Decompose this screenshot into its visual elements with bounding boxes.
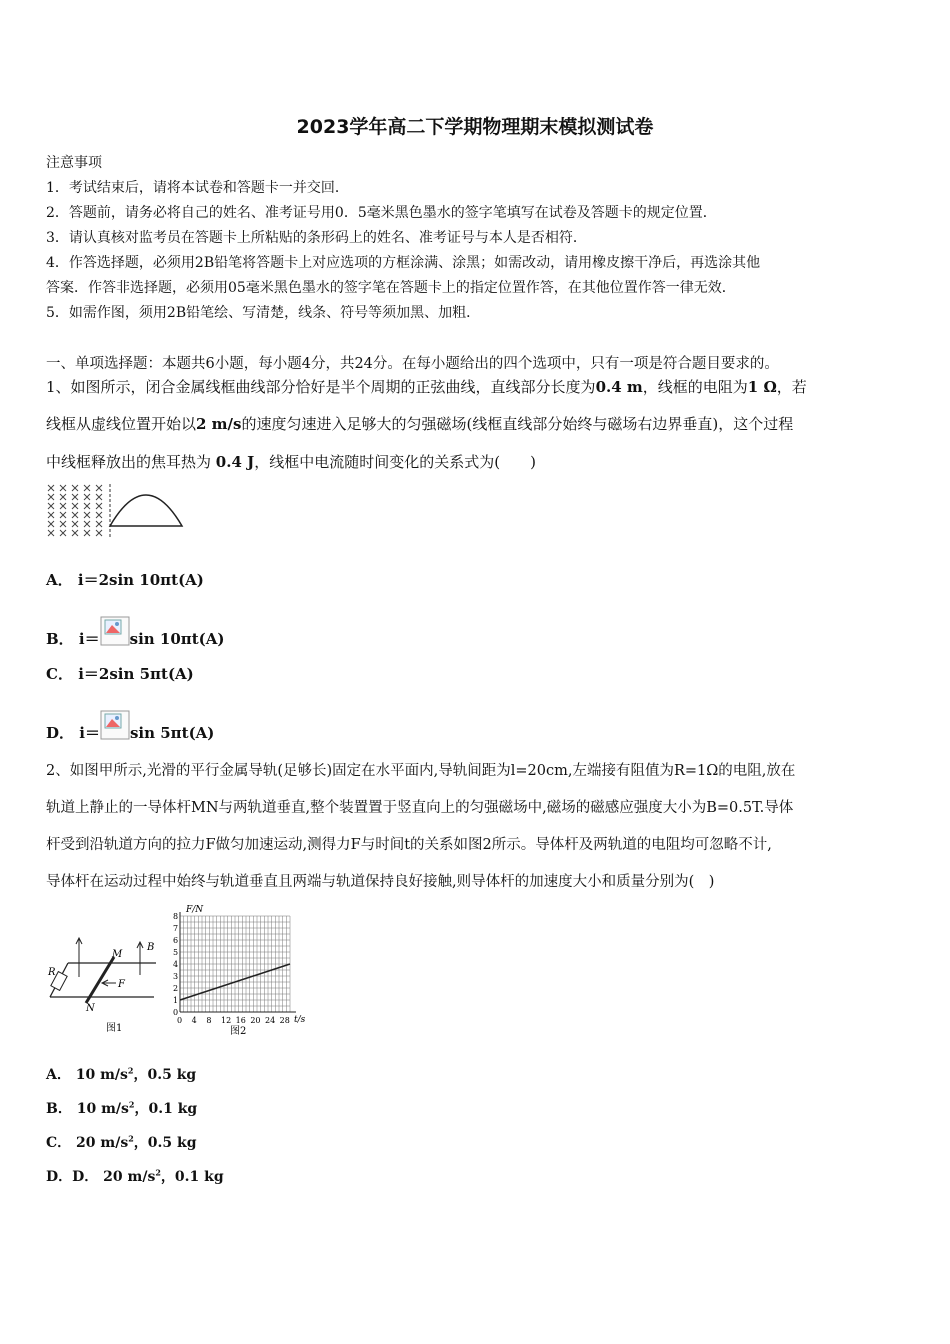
q2-line: 杆受到沿轨道方向的拉力F做匀加速运动,测得力F与时间t的关系如图2所示。导体杆及两轨道的电阻均可忽略不计, xyxy=(46,837,772,853)
field-cross-mark xyxy=(72,530,78,536)
field-cross-mark xyxy=(48,530,54,536)
fig2-caption: 图2 xyxy=(230,1026,247,1037)
field-cross-mark xyxy=(96,494,102,500)
field-cross-mark xyxy=(84,503,90,509)
x-tick-label: 4 xyxy=(191,1016,197,1025)
q2-line: 导体杆在运动过程中始终与轨道垂直且两端与轨道保持良好接触,则导体杆的加速度大小和质量分别为( ) xyxy=(46,874,715,890)
y-tick-label: 4 xyxy=(173,960,179,969)
page-title: 2023学年高二下学期物理期末模拟测试卷 xyxy=(296,116,654,138)
q2-figure-1-rails xyxy=(46,935,164,1035)
x-tick-label: 20 xyxy=(250,1016,261,1025)
field-cross-mark xyxy=(72,521,78,527)
label-n: N xyxy=(86,1003,95,1014)
field-cross-mark xyxy=(96,521,102,527)
note-item: 1．考试结束后，请将本试卷和答题卡一并交回． xyxy=(46,180,349,196)
field-cross-mark xyxy=(72,503,78,509)
x-tick-label: 28 xyxy=(279,1016,290,1025)
label-r: R xyxy=(48,967,56,978)
q2-option-d[interactable]: D．D． 20 $m/s^2$，0.1 kg xyxy=(46,1167,224,1185)
field-cross-mark xyxy=(96,485,102,491)
note-item: 4．作答选择题，必须用2B铅笔将答题卡上对应选项的方框涂满、涂黑；如需改动，请用橡皮擦干净后，再选涂其他 xyxy=(46,255,761,271)
q1-figure-coil xyxy=(46,482,186,540)
broken-image-icon xyxy=(100,616,130,646)
field-cross-mark xyxy=(72,494,78,500)
fig1-caption: 图1 xyxy=(106,1023,123,1034)
broken-image-icon xyxy=(100,710,130,740)
q2-option-a[interactable]: A． 10 $m/s^2$，0.5 kg xyxy=(46,1065,197,1083)
x-tick-label: 12 xyxy=(221,1016,232,1025)
note-item: 答案．作答非选择题，必须用05毫米黑色墨水的签字笔在答题卡上的指定位置作答，在其他位置作答一律无效． xyxy=(46,280,736,296)
y-tick-label: 0 xyxy=(173,1008,179,1017)
x-tick-label: 8 xyxy=(206,1016,212,1025)
chart-grid xyxy=(180,916,290,1012)
note-item: 3．请认真核对监考员在答题卡上所粘贴的条形码上的姓名、准考证号与本人是否相符． xyxy=(46,230,587,246)
notes-heading: 注意事项 xyxy=(46,155,102,171)
q1-option-c[interactable]: C． i＝2sin 5πt(A) xyxy=(46,665,194,683)
x-tick-label: 24 xyxy=(265,1016,276,1025)
sine-coil xyxy=(110,495,182,526)
y-tick-label: 8 xyxy=(173,912,179,921)
note-item: 2．答题前，请务必将自己的姓名、准考证号用0．5毫米黑色墨水的签字笔填写在试卷及答题卡的规定位置． xyxy=(46,205,717,221)
field-cross-mark xyxy=(96,512,102,518)
q1-line-3: 中线框释放出的焦耳热为 0.4 J，线框中电流随时间变化的关系式为( ) xyxy=(46,453,536,471)
q2-option-b[interactable]: B． 10 $m/s^2$，0.1 kg xyxy=(46,1099,198,1117)
x-axis-label: t/s xyxy=(294,1015,306,1025)
y-tick-label: 3 xyxy=(173,972,179,981)
y-tick-label: 5 xyxy=(173,948,179,957)
magnetic-field-crosses xyxy=(48,485,102,536)
q1-option-d[interactable]: D． i＝ sin 5πt(A) xyxy=(46,710,214,743)
field-cross-mark xyxy=(72,512,78,518)
field-cross-mark xyxy=(60,512,66,518)
field-cross-mark xyxy=(48,521,54,527)
q2-figure-2-ft-graph xyxy=(166,900,311,1038)
field-cross-mark xyxy=(60,521,66,527)
field-cross-mark xyxy=(84,485,90,491)
x-tick-label: 16 xyxy=(235,1016,246,1025)
field-cross-mark xyxy=(48,512,54,518)
y-tick-label: 7 xyxy=(173,924,179,933)
field-cross-mark xyxy=(60,494,66,500)
field-cross-mark xyxy=(60,530,66,536)
y-axis-label: F/N xyxy=(186,905,204,915)
field-cross-mark xyxy=(48,494,54,500)
y-tick-label: 1 xyxy=(173,996,179,1005)
field-cross-mark xyxy=(84,512,90,518)
q2-option-c[interactable]: C． 20 $m/s^2$，0.5 kg xyxy=(46,1133,197,1151)
field-cross-mark xyxy=(48,503,54,509)
field-cross-mark xyxy=(72,485,78,491)
field-cross-mark xyxy=(60,503,66,509)
q1-line-2: 线框从虚线位置开始以2 m/s的速度匀速进入足够大的匀强磁场(线框直线部分始终与磁场右边界垂直)，这个过程 xyxy=(46,415,794,433)
y-tick-label: 6 xyxy=(173,936,179,945)
section-heading: 一、单项选择题：本题共6小题，每小题4分，共24分。在每小题给出的四个选项中，只有一项是符合题目要求的。 xyxy=(46,356,779,372)
field-cross-mark xyxy=(60,485,66,491)
rod-mn xyxy=(86,957,114,1003)
field-cross-mark xyxy=(48,485,54,491)
y-tick-label: 2 xyxy=(173,984,179,993)
q1-option-a[interactable]: A． i＝2sin 10πt(A) xyxy=(46,571,204,589)
field-cross-mark xyxy=(84,521,90,527)
label-f: F xyxy=(118,979,125,990)
q1-option-b[interactable]: B． i＝ sin 10πt(A) xyxy=(46,616,225,649)
label-m: M xyxy=(112,949,123,960)
q2-line: 2、如图甲所示,光滑的平行金属导轨(足够长)固定在水平面内,导轨间距为l=20cm,左端接有阻值为R=1Ω的电阻,放在 xyxy=(46,763,796,779)
field-cross-mark xyxy=(96,530,102,536)
note-item: 5．如需作图，须用2B铅笔绘、写清楚，线条、符号等须加黑、加粗． xyxy=(46,305,481,321)
q1-line-1: 1、如图所示，闭合金属线框曲线部分恰好是半个周期的正弦曲线，直线部分长度为0.4 m，线框的电阻为1 Ω，若 xyxy=(46,378,807,396)
field-cross-mark xyxy=(84,530,90,536)
q2-line: 轨道上静止的一导体杆MN与两轨道垂直,整个装置置于竖直向上的匀强磁场中,磁场的磁感应强度大小为B=0.5T.导体 xyxy=(46,800,794,816)
x-tick-label-origin: 0 xyxy=(177,1016,183,1025)
field-cross-mark xyxy=(96,503,102,509)
label-b: B xyxy=(147,942,155,953)
field-cross-mark xyxy=(84,494,90,500)
